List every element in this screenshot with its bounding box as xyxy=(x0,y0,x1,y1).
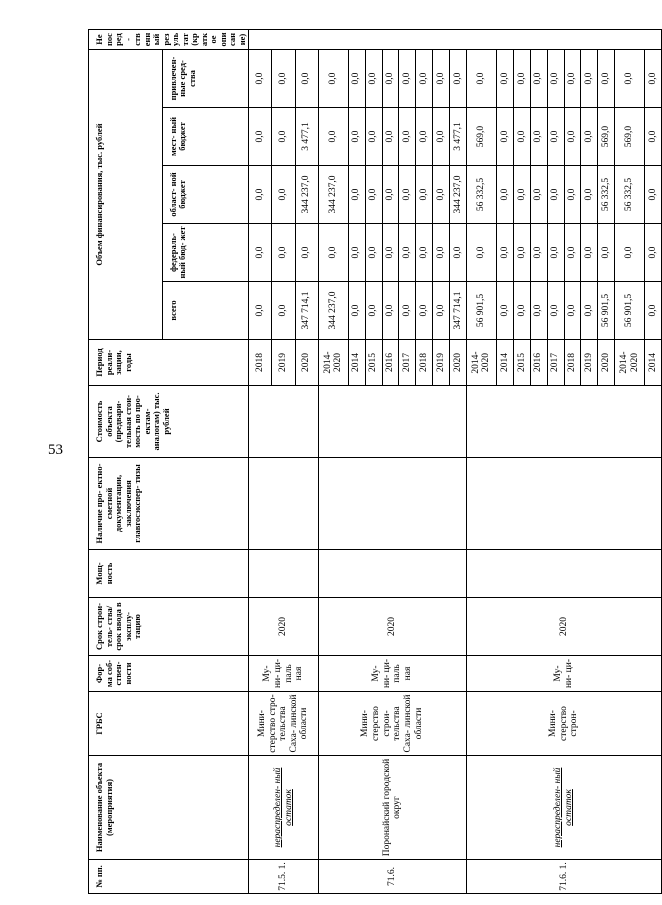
result-cell xyxy=(249,30,662,50)
local-cell: 0,0 xyxy=(382,108,399,166)
period-cell: 2017 xyxy=(547,340,564,386)
rotated-page xyxy=(88,30,658,894)
total-cell: 344 237,0 xyxy=(318,282,348,340)
local-cell: 0,0 xyxy=(416,108,433,166)
regional-cell: 0,0 xyxy=(564,166,581,224)
capacity-cell xyxy=(318,550,466,598)
federal-cell: 0,0 xyxy=(450,224,467,282)
total-cell: 347 714,1 xyxy=(295,282,318,340)
regional-cell: 0,0 xyxy=(547,166,564,224)
regional-cell: 0,0 xyxy=(530,166,547,224)
period-cell: 2018 xyxy=(416,340,433,386)
header-local: мест- ный бюджет xyxy=(162,108,248,166)
deadline-cell: 2020 xyxy=(466,598,661,656)
total-cell: 56 901,5 xyxy=(466,282,496,340)
period-cell: 2014 xyxy=(348,340,365,386)
period-cell: 2020 xyxy=(450,340,467,386)
header-grbs: ГРБС xyxy=(89,692,249,756)
extra-cell: 0,0 xyxy=(450,50,467,108)
total-cell: 0,0 xyxy=(416,282,433,340)
local-cell: 0,0 xyxy=(249,108,272,166)
docs-cell xyxy=(318,458,466,550)
extra-cell: 0,0 xyxy=(615,50,645,108)
header-result: Непосред- ственный результат (краткое описание) xyxy=(89,30,249,50)
period-cell: 2015 xyxy=(365,340,382,386)
local-cell: 0,0 xyxy=(365,108,382,166)
total-cell: 56 901,5 xyxy=(615,282,645,340)
capacity-cell xyxy=(466,550,661,598)
table-body xyxy=(249,30,662,894)
row-number: 71.6. xyxy=(318,860,466,894)
ownership-cell: Му- ни- ци- паль ная xyxy=(249,656,319,692)
regional-cell: 0,0 xyxy=(513,166,530,224)
cost-cell xyxy=(318,386,466,458)
local-cell: 0,0 xyxy=(318,108,348,166)
period-cell: 2018 xyxy=(249,340,272,386)
extra-cell: 0,0 xyxy=(249,50,272,108)
federal-cell: 0,0 xyxy=(513,224,530,282)
regional-cell: 0,0 xyxy=(365,166,382,224)
header-financing: Объем финансирования, тыс. рублей xyxy=(89,50,163,340)
local-cell: 0,0 xyxy=(272,108,295,166)
object-name: нераспределен- ный остаток xyxy=(466,756,661,860)
extra-cell: 0,0 xyxy=(399,50,416,108)
header-period: Период реали- зации, годы xyxy=(89,340,249,386)
period-cell: 2017 xyxy=(399,340,416,386)
extra-cell: 0,0 xyxy=(598,50,615,108)
local-cell: 0,0 xyxy=(348,108,365,166)
docs-cell xyxy=(249,458,319,550)
extra-cell: 0,0 xyxy=(497,50,514,108)
period-cell: 2014 xyxy=(497,340,514,386)
federal-cell: 0,0 xyxy=(564,224,581,282)
total-cell: 0,0 xyxy=(249,282,272,340)
period-cell: 2016 xyxy=(382,340,399,386)
local-cell: 0,0 xyxy=(530,108,547,166)
header-num: № пп. xyxy=(89,860,249,894)
docs-cell xyxy=(466,458,661,550)
deadline-cell: 2020 xyxy=(249,598,319,656)
regional-cell: 0,0 xyxy=(497,166,514,224)
local-cell: 0,0 xyxy=(581,108,598,166)
period-cell: 2014- 2020 xyxy=(318,340,348,386)
header-extra: привлечен- ные сред- ства xyxy=(162,50,248,108)
regional-cell: 56 332,5 xyxy=(598,166,615,224)
period-cell: 2014- 2020 xyxy=(615,340,645,386)
header-ownership: Фор- ма соб- ствен- ности xyxy=(89,656,249,692)
cost-cell xyxy=(466,386,661,458)
regional-cell: 0,0 xyxy=(433,166,450,224)
object-name: нераспределен- ный остаток xyxy=(249,756,319,860)
regional-cell: 0,0 xyxy=(348,166,365,224)
extra-cell: 0,0 xyxy=(530,50,547,108)
table-row xyxy=(466,30,496,894)
total-cell: 0,0 xyxy=(348,282,365,340)
period-cell: 2018 xyxy=(564,340,581,386)
local-cell: 3 477,1 xyxy=(450,108,467,166)
period-cell: 2014 xyxy=(645,340,662,386)
federal-cell: 0,0 xyxy=(530,224,547,282)
federal-cell: 0,0 xyxy=(272,224,295,282)
period-cell: 2019 xyxy=(581,340,598,386)
cost-cell xyxy=(249,386,319,458)
extra-cell: 0,0 xyxy=(466,50,496,108)
extra-cell: 0,0 xyxy=(365,50,382,108)
regional-cell: 0,0 xyxy=(249,166,272,224)
federal-cell: 0,0 xyxy=(249,224,272,282)
financing-table xyxy=(88,29,662,894)
extra-cell: 0,0 xyxy=(348,50,365,108)
ownership-cell: Му- ни- ци- xyxy=(466,656,661,692)
total-cell: 347 714,1 xyxy=(450,282,467,340)
extra-cell: 0,0 xyxy=(547,50,564,108)
ownership-cell: Му- ни- ци- паль ная xyxy=(318,656,466,692)
header-total: всего xyxy=(162,282,248,340)
period-cell: 2019 xyxy=(272,340,295,386)
regional-cell: 344 237,0 xyxy=(450,166,467,224)
local-cell: 0,0 xyxy=(497,108,514,166)
table-header-row-1 xyxy=(89,30,163,894)
regional-cell: 0,0 xyxy=(399,166,416,224)
header-docs: Наличие про- ектно-сметной документации, заключения главгосэкспер- тизы xyxy=(89,458,249,550)
local-cell: 0,0 xyxy=(399,108,416,166)
federal-cell: 0,0 xyxy=(497,224,514,282)
federal-cell: 0,0 xyxy=(598,224,615,282)
regional-cell: 344 237,0 xyxy=(295,166,318,224)
header-name: Наименование объекта (мероприятия) xyxy=(89,756,249,860)
total-cell: 0,0 xyxy=(382,282,399,340)
regional-cell: 56 332,5 xyxy=(615,166,645,224)
header-federal: федераль- ный бюд- жет xyxy=(162,224,248,282)
table-row xyxy=(249,30,272,894)
federal-cell: 0,0 xyxy=(365,224,382,282)
total-cell: 56 901,5 xyxy=(598,282,615,340)
rotated-content xyxy=(88,30,658,894)
total-cell: 0,0 xyxy=(272,282,295,340)
federal-cell: 0,0 xyxy=(581,224,598,282)
total-cell: 0,0 xyxy=(399,282,416,340)
federal-cell: 0,0 xyxy=(433,224,450,282)
local-cell: 569,0 xyxy=(466,108,496,166)
extra-cell: 0,0 xyxy=(318,50,348,108)
period-cell: 2020 xyxy=(598,340,615,386)
regional-cell: 0,0 xyxy=(272,166,295,224)
extra-cell: 0,0 xyxy=(513,50,530,108)
total-cell: 0,0 xyxy=(497,282,514,340)
extra-cell: 0,0 xyxy=(645,50,662,108)
period-cell: 2015 xyxy=(513,340,530,386)
local-cell: 0,0 xyxy=(433,108,450,166)
grbs-cell: Мини- стерство стро- тельства Саха- линской области xyxy=(249,692,319,756)
page-number: 53 xyxy=(48,442,63,458)
regional-cell: 0,0 xyxy=(416,166,433,224)
local-cell: 0,0 xyxy=(547,108,564,166)
total-cell: 0,0 xyxy=(365,282,382,340)
extra-cell: 0,0 xyxy=(272,50,295,108)
local-cell: 0,0 xyxy=(564,108,581,166)
federal-cell: 0,0 xyxy=(547,224,564,282)
extra-cell: 0,0 xyxy=(433,50,450,108)
regional-cell: 0,0 xyxy=(645,166,662,224)
local-cell: 3 477,1 xyxy=(295,108,318,166)
total-cell: 0,0 xyxy=(581,282,598,340)
total-cell: 0,0 xyxy=(645,282,662,340)
local-cell: 569,0 xyxy=(615,108,645,166)
row-number: 71.5. 1. xyxy=(249,860,319,894)
extra-cell: 0,0 xyxy=(382,50,399,108)
federal-cell: 0,0 xyxy=(466,224,496,282)
header-deadline: Срок строи- тель- ства/срок ввода в эксплу- тацию xyxy=(89,598,249,656)
total-cell: 0,0 xyxy=(547,282,564,340)
object-name: Поронайский городской округ xyxy=(318,756,466,860)
table-row xyxy=(318,30,348,894)
federal-cell: 0,0 xyxy=(382,224,399,282)
total-cell: 0,0 xyxy=(433,282,450,340)
header-regional: област- ной бюджет xyxy=(162,166,248,224)
deadline-cell: 2020 xyxy=(318,598,466,656)
federal-cell: 0,0 xyxy=(295,224,318,282)
grbs-cell: Мини- стерство строи- тельства Саха- линской области xyxy=(318,692,466,756)
federal-cell: 0,0 xyxy=(416,224,433,282)
period-cell: 2016 xyxy=(530,340,547,386)
period-cell: 2019 xyxy=(433,340,450,386)
federal-cell: 0,0 xyxy=(348,224,365,282)
federal-cell: 0,0 xyxy=(399,224,416,282)
total-cell: 0,0 xyxy=(530,282,547,340)
regional-cell: 344 237,0 xyxy=(318,166,348,224)
header-cost: Стоимость объекта (предвари- тельная стои- мость по про- ектам- аналогам) тыс. рублей xyxy=(89,386,249,458)
header-capacity: Мощ- ность xyxy=(89,550,249,598)
capacity-cell xyxy=(249,550,319,598)
row-number: 71.6. 1. xyxy=(466,860,661,894)
local-cell: 0,0 xyxy=(645,108,662,166)
extra-cell: 0,0 xyxy=(581,50,598,108)
period-cell: 2014- 2020 xyxy=(466,340,496,386)
regional-cell: 0,0 xyxy=(382,166,399,224)
regional-cell: 0,0 xyxy=(581,166,598,224)
extra-cell: 0,0 xyxy=(564,50,581,108)
federal-cell: 0,0 xyxy=(615,224,645,282)
local-cell: 569,0 xyxy=(598,108,615,166)
total-cell: 0,0 xyxy=(564,282,581,340)
grbs-cell: Мини- стерство строн- xyxy=(466,692,661,756)
local-cell: 0,0 xyxy=(513,108,530,166)
extra-cell: 0,0 xyxy=(295,50,318,108)
federal-cell: 0,0 xyxy=(645,224,662,282)
extra-cell: 0,0 xyxy=(416,50,433,108)
federal-cell: 0,0 xyxy=(318,224,348,282)
period-cell: 2020 xyxy=(295,340,318,386)
regional-cell: 56 332,5 xyxy=(466,166,496,224)
total-cell: 0,0 xyxy=(513,282,530,340)
